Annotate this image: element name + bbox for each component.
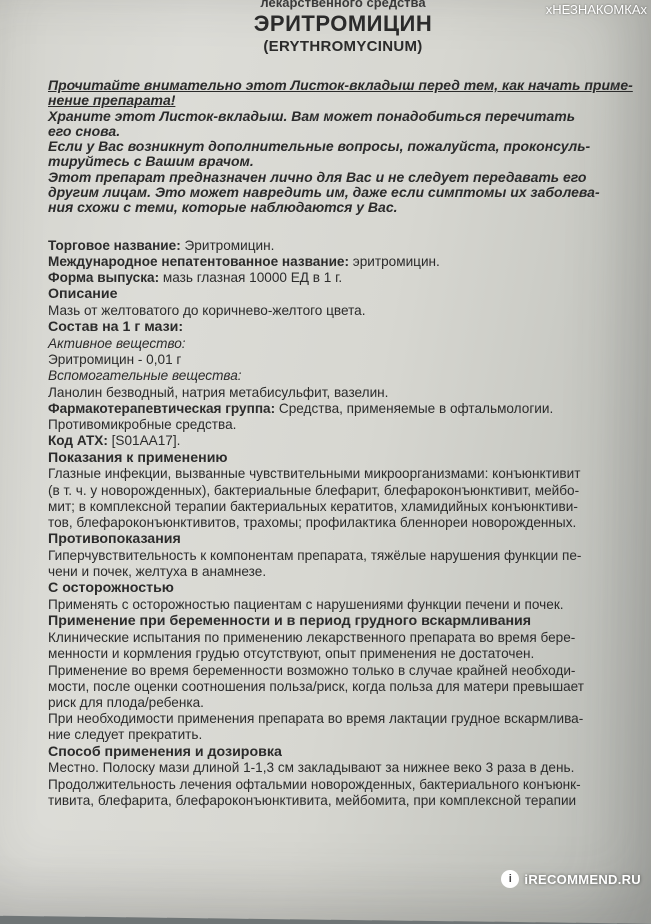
- pharm-group-label: Фармакотерапевтическая группа:: [48, 400, 276, 416]
- active-substance-label: Активное вещество:: [48, 336, 186, 352]
- pharm-group-value: Средства, применяемые в офтальмологии.: [275, 400, 554, 416]
- composition-heading: Состав на 1 г мази:: [48, 319, 184, 336]
- indications-line: Глазные инфекции, вызванные чувствительными микроорганизмами: конъюнктивит: [48, 466, 581, 482]
- dosage-heading: Способ применения и дозировка: [48, 743, 282, 760]
- atc-label: Код АТХ:: [48, 433, 108, 449]
- trade-name-value: Эритромицин.: [180, 237, 275, 253]
- form-line: [48, 270, 638, 286]
- atc-line: [48, 433, 638, 449]
- leaflet-content: [48, 0, 638, 809]
- excipients-label: Вспомогательные вещества:: [48, 368, 242, 384]
- contraindications-line: Гиперчувствительность к компонентам препарата, тяжёлые нарушения функции пе-: [48, 547, 582, 563]
- pharm-group-line: [48, 401, 638, 417]
- pregnancy-line: Клинические испытания по применению лекарственного препарата во время бере-: [48, 630, 576, 646]
- header-partial-line: лекарственного средства: [260, 0, 426, 10]
- caution-line: Применять с осторожностью пациентам с нарушениями функции печени и почек.: [48, 597, 564, 613]
- pregnancy-line: При необходимости применения препарата во время лактации грудное вскармлива-: [48, 711, 584, 727]
- active-substance-value: Эритромицин - 0,01 г: [48, 352, 182, 368]
- author-watermark: хНЕЗНАКОМКАх: [545, 2, 647, 17]
- trade-name-line: [48, 238, 638, 254]
- excipients-value: Ланолин безводный, натрия метабисульфит, вазелин.: [48, 384, 389, 400]
- warning-line: другим лицам. Это может навредить им, даже если симптомы их заболева-: [48, 184, 600, 201]
- warning-line: его снова.: [48, 122, 121, 139]
- indications-heading: Показания к применению: [48, 449, 228, 466]
- form-value: мазь глазная 10000 ЕД в 1 г.: [159, 270, 343, 286]
- pharm-group-value-2: Противомикробные средства.: [48, 417, 237, 433]
- caution-heading: С осторожностью: [48, 580, 174, 597]
- dosage-line: Местно. Полоску мази длиной 1-1,3 см закладывают за нижнее веко 3 раза в день.: [48, 760, 575, 776]
- pregnancy-line: Применение во время беременности возможно только в случае крайней необходи-: [48, 662, 576, 678]
- warning-line: Если у Вас возникнут дополнительные вопросы, пожалуйста, проконсуль-: [48, 138, 591, 155]
- pregnancy-line: мости, после оценки соотношения польза/риск, когда польза для матери превышает: [48, 678, 584, 694]
- inn-value: эритромицин.: [349, 253, 440, 269]
- inn-label: Международное непатентованное название:: [48, 253, 350, 269]
- warning-line: Этот препарат предназначен лично для Вас и не следует передавать его: [48, 168, 587, 185]
- pregnancy-line: менности и кормления грудью отсутствуют, опыт применения не достаточен.: [48, 646, 535, 662]
- indications-line: (в т. ч. у новорожденных), бактериальные блефарит, блефароконъюнктивит, мейбо-: [48, 482, 580, 498]
- warning-line: ния схожи с теми, которые наблюдаются у Вас.: [48, 199, 398, 216]
- indications-line: тов, блефароконъюнктивитов, трахомы; профилактика бленнореи новорожденных.: [48, 514, 577, 530]
- irecommend-logo-icon: i: [501, 870, 519, 888]
- warning-line: нение препарата!: [48, 92, 176, 109]
- atc-value: [S01AA17].: [107, 433, 181, 449]
- description-text: Мазь от желтоватого до коричнево-желтого цвета.: [48, 303, 366, 319]
- form-label: Форма выпуска:: [48, 270, 160, 286]
- pregnancy-line: риск для плода/ребенка.: [48, 694, 204, 710]
- site-watermark: [501, 870, 641, 888]
- dosage-line: Продолжительность лечения офтальмии новорожденных, бактериального конъюнк-: [48, 776, 581, 792]
- contraindications-line: чени и почек, желтуха в анамнезе.: [48, 564, 267, 580]
- warning-block: [48, 78, 638, 216]
- warning-line: тируйтесь с Вашим врачом.: [48, 153, 254, 170]
- pregnancy-heading: Применение при беременности и в период грудного вскармливания: [48, 613, 532, 630]
- indications-line: мит; в комплексной терапии бактериальных кератитов, хламидийных конъюнктиви-: [48, 498, 578, 514]
- description-heading: Описание: [48, 286, 118, 303]
- contraindications-heading: Противопоказания: [48, 531, 181, 548]
- trade-name-label: Торговое название:: [48, 237, 181, 253]
- site-watermark-text: iRECOMMEND.RU: [524, 871, 641, 887]
- pregnancy-line: ние следует прекратить.: [48, 727, 203, 743]
- drug-latin-name: (ERYTHROMYCINUM): [263, 38, 423, 55]
- drug-title: ЭРИТРОМИЦИН: [253, 11, 433, 36]
- warning-line: Прочитайте внимательно этот Листок-вкладыш перед тем, как начать приме-: [48, 77, 633, 93]
- inn-line: [48, 254, 638, 270]
- dosage-line: тивита, блефарита, блефароконъюнктивита, мейбомита, при комплексной терапии: [48, 792, 577, 808]
- warning-line: Храните этот Листок-вкладыш. Вам может понадобиться перечитать: [48, 107, 576, 124]
